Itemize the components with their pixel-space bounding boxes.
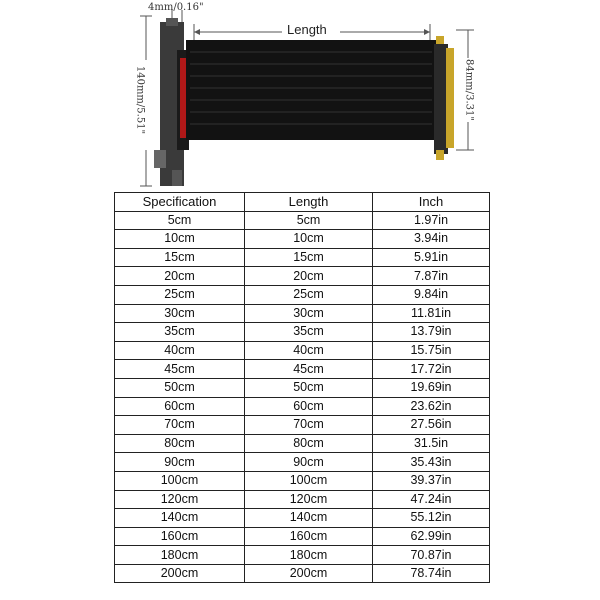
table-row (115, 527, 490, 546)
specification-cell: 40cm (115, 341, 245, 360)
inch-cell: 5.91in (373, 248, 490, 267)
inch-cell: 13.79in (373, 323, 490, 342)
table-row (115, 416, 490, 435)
specification-cell: 20cm (115, 267, 245, 286)
table-row (115, 323, 490, 342)
table-row (115, 378, 490, 397)
specification-cell: 100cm (115, 471, 245, 490)
specification-cell: 30cm (115, 304, 245, 323)
inch-cell: 39.37in (373, 471, 490, 490)
specification-cell: 35cm (115, 323, 245, 342)
header-length: Length (245, 193, 373, 212)
inch-cell: 55.12in (373, 509, 490, 528)
length-cell: 160cm (245, 527, 373, 546)
length-cell: 180cm (245, 546, 373, 565)
inch-cell: 11.81in (373, 304, 490, 323)
length-cell: 100cm (245, 471, 373, 490)
table-row (115, 434, 490, 453)
table-row (115, 509, 490, 528)
dimension-right (462, 30, 476, 150)
specification-cell: 15cm (115, 248, 245, 267)
specification-cell: 45cm (115, 360, 245, 379)
specification-cell: 140cm (115, 509, 245, 528)
table-row (115, 546, 490, 565)
length-cell: 40cm (245, 341, 373, 360)
inch-cell: 31.5in (373, 434, 490, 453)
specification-cell: 180cm (115, 546, 245, 565)
dimension-top-label: 4mm/0.16" (148, 2, 204, 13)
inch-cell: 1.97in (373, 211, 490, 230)
specification-cell: 120cm (115, 490, 245, 509)
length-cell: 30cm (245, 304, 373, 323)
length-cell: 10cm (245, 230, 373, 249)
inch-cell: 70.87in (373, 546, 490, 565)
specification-cell: 80cm (115, 434, 245, 453)
inch-cell: 9.84in (373, 285, 490, 304)
table-row (115, 490, 490, 509)
header-inch: Inch (373, 193, 490, 212)
table-header-row (115, 193, 490, 212)
length-cell: 50cm (245, 378, 373, 397)
length-cell: 45cm (245, 360, 373, 379)
length-cell: 140cm (245, 509, 373, 528)
length-cell: 15cm (245, 248, 373, 267)
table-row (115, 304, 490, 323)
table-row (115, 267, 490, 286)
inch-cell: 7.87in (373, 267, 490, 286)
length-cell: 5cm (245, 211, 373, 230)
specification-cell: 10cm (115, 230, 245, 249)
inch-cell: 19.69in (373, 378, 490, 397)
specification-cell: 5cm (115, 211, 245, 230)
length-cell: 90cm (245, 453, 373, 472)
dimension-left (133, 14, 147, 186)
inch-cell: 3.94in (373, 230, 490, 249)
header-specification: Specification (115, 193, 245, 212)
table-row (115, 453, 490, 472)
table-row (115, 285, 490, 304)
inch-cell: 23.62in (373, 397, 490, 416)
inch-cell: 15.75in (373, 341, 490, 360)
inch-cell: 17.72in (373, 360, 490, 379)
dimension-left-label: 140mm/5.51" (134, 65, 146, 135)
table-row (115, 471, 490, 490)
inch-cell: 47.24in (373, 490, 490, 509)
specification-cell: 60cm (115, 397, 245, 416)
length-cell: 80cm (245, 434, 373, 453)
specification-cell: 70cm (115, 416, 245, 435)
table-row (115, 211, 490, 230)
length-cell: 70cm (245, 416, 373, 435)
specification-table (114, 192, 490, 583)
length-cell: 20cm (245, 267, 373, 286)
inch-cell: 27.56in (373, 416, 490, 435)
table-row (115, 397, 490, 416)
table-row (115, 341, 490, 360)
length-cell: 35cm (245, 323, 373, 342)
specification-cell: 160cm (115, 527, 245, 546)
length-cell: 60cm (245, 397, 373, 416)
inch-cell: 78.74in (373, 564, 490, 583)
table-row (115, 230, 490, 249)
specification-cell: 200cm (115, 564, 245, 583)
table-body (115, 211, 490, 583)
inch-cell: 35.43in (373, 453, 490, 472)
specification-cell: 90cm (115, 453, 245, 472)
length-cell: 25cm (245, 285, 373, 304)
table-row (115, 564, 490, 583)
length-cell: 120cm (245, 490, 373, 509)
specification-cell: 25cm (115, 285, 245, 304)
length-cell: 200cm (245, 564, 373, 583)
length-label: Length (284, 22, 330, 37)
specification-cell: 50cm (115, 378, 245, 397)
table-row (115, 360, 490, 379)
inch-cell: 62.99in (373, 527, 490, 546)
table-row (115, 248, 490, 267)
product-diagram (0, 0, 600, 190)
dimension-right-label: 84mm/3.31" (463, 59, 475, 121)
